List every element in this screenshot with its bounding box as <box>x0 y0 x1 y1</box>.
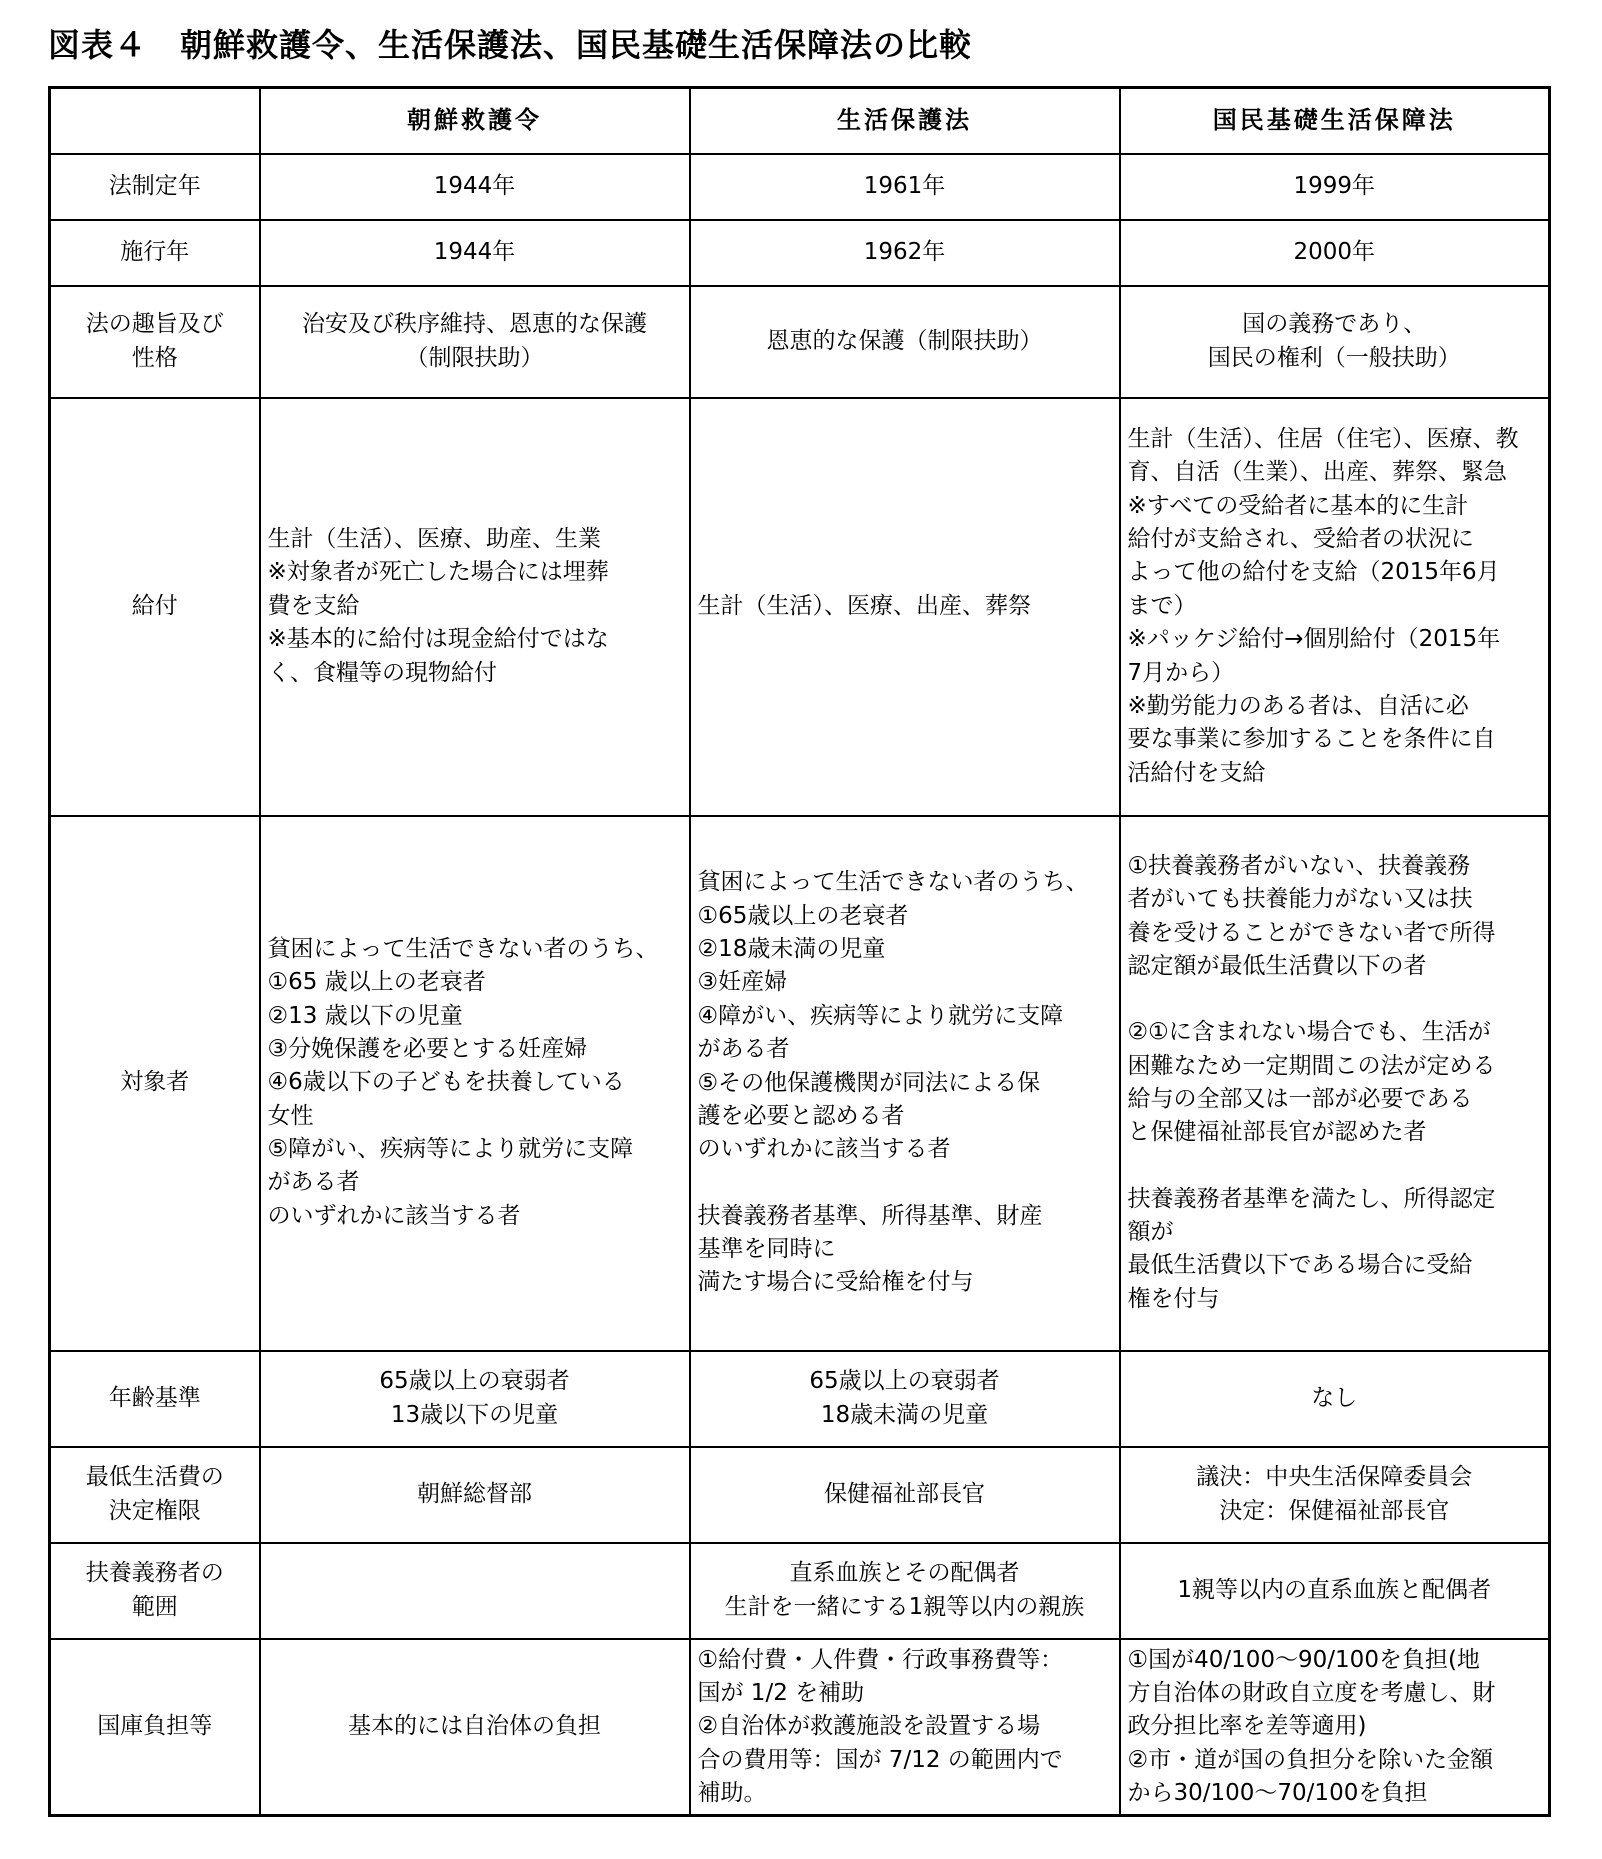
cell-text-line: ②13 歳以下の児童 <box>267 1002 463 1029</box>
row-label <box>50 154 260 220</box>
cell-text-line: 生計（生活）、医療、助産、生業 <box>267 526 601 553</box>
cell-text-line: 法制定年 <box>108 172 201 199</box>
comparison-table <box>48 86 1551 1817</box>
cell-text-line: 国庫負担等 <box>97 1713 213 1740</box>
cell-text-line: ※パッケジ給付→個別給付（2015年 <box>1127 626 1501 653</box>
cell-text-line: 給与の全部又は一部が必要である <box>1127 1086 1473 1112</box>
cell <box>260 398 690 816</box>
cell-text-line: がある者 <box>267 1169 360 1196</box>
row-label <box>50 286 260 398</box>
header-livelihood-protection-act: 生活保護法 <box>690 88 1120 154</box>
cell <box>1120 1351 1550 1447</box>
row-label <box>50 1639 260 1816</box>
cell-text-line: 治安及び秩序維持、恩恵的な保護 <box>302 311 647 338</box>
cell-text-line: 施行年 <box>120 238 190 265</box>
cell-text-line: 扶養義務者の <box>85 1560 224 1587</box>
cell <box>1120 1639 1550 1816</box>
cell-text-line: ②市・道が国の負担分を除いた金額 <box>1127 1746 1494 1773</box>
cell-text-line: ②①に含まれない場合でも、生活が <box>1127 1019 1491 1046</box>
cell-text-line: 7月から） <box>1127 659 1235 686</box>
cell <box>690 1351 1120 1447</box>
cell-text-line: 1961年 <box>863 172 946 199</box>
cell-text-line: ①給付費・人件費・行政事務費等： <box>697 1646 1064 1673</box>
row-enacted <box>50 154 1550 220</box>
cell <box>1120 816 1550 1351</box>
cell-text-line: 1親等以内の直系血族と配偶者 <box>1177 1576 1492 1603</box>
cell <box>1120 398 1550 816</box>
cell <box>690 154 1120 220</box>
cell-block <box>1128 1016 1542 1149</box>
cell <box>690 816 1120 1351</box>
cell-text-line: 養を受けることができない者で所得 <box>1127 919 1496 946</box>
row-target <box>50 816 1550 1351</box>
cell <box>1120 220 1550 286</box>
cell-text-line: 貧困によって生活できない者のうち、 <box>267 935 659 962</box>
cell-text-line: 要な事業に参加することを条件に自 <box>1127 726 1496 753</box>
cell <box>1120 1543 1550 1639</box>
cell-text-line: 国の義務であり、 <box>1242 311 1427 338</box>
row-benefits <box>50 398 1550 816</box>
cell-text-line: ③妊産婦 <box>697 969 788 996</box>
row-label <box>50 220 260 286</box>
header-chosen-relief-order: 朝鮮救護令 <box>260 88 690 154</box>
cell-text-line: 1944年 <box>433 172 516 199</box>
row-support-obligation <box>50 1543 1550 1639</box>
cell-text-line: 生計（生活）、住居（住宅）、医療、教 <box>1127 426 1519 453</box>
cell-text-line: く、食糧等の現物給付 <box>267 659 498 686</box>
cell-text-line: 扶養義務者基準を満たし、所得認定 <box>1127 1185 1496 1212</box>
row-minimum-cost <box>50 1447 1550 1543</box>
cell-text-line: ※対象者が死亡した場合には埋葬 <box>267 559 609 586</box>
cell-text-line: 性格 <box>131 344 178 371</box>
cell-text-line: のいずれかに該当する者 <box>267 1202 521 1229</box>
cell-text-line: 費を支給 <box>267 592 360 619</box>
row-age <box>50 1351 1550 1447</box>
cell <box>1120 286 1550 398</box>
cell <box>260 1447 690 1543</box>
cell <box>260 1351 690 1447</box>
cell-text-line: 国が 1/2 を補助 <box>697 1679 865 1706</box>
cell <box>690 286 1120 398</box>
cell-text-line: 満たす場合に受給権を付与 <box>697 1269 974 1296</box>
cell <box>690 1543 1120 1639</box>
cell-text-line: ①65歳以上の老衰者 <box>697 902 909 929</box>
cell-text-line: ①国が40/100～90/100を負担(地 <box>1127 1646 1480 1673</box>
cell-block <box>1128 1183 1542 1316</box>
cell-text-line: 65歳以上の衰弱者 <box>809 1368 1000 1395</box>
figure-title: 図表４ 朝鮮救護令、生活保護法、国民基礎生活保障法の比較 <box>48 26 973 64</box>
cell-text-line: 朝鮮総督部 <box>417 1480 532 1507</box>
cell-text-line: 法の趣旨及び <box>85 311 224 338</box>
cell-text-line: 扶養義務者基準、所得基準、財産 <box>697 1202 1043 1229</box>
cell-text-line: なし <box>1311 1384 1358 1411</box>
cell-text-line: ①65 歳以上の老衰者 <box>267 969 486 996</box>
row-purpose <box>50 286 1550 398</box>
cell-text-line: ⑤その他保護機関が同法による保 <box>697 1069 1041 1096</box>
cell-text-line: ②自治体が救護施設を設置する場 <box>697 1713 1041 1740</box>
cell-text-line: 1944年 <box>433 238 516 265</box>
cell-text-line: と保健福祉部長官が認めた者 <box>1127 1119 1427 1146</box>
cell-text-line: 対象者 <box>120 1069 190 1096</box>
cell-text-line: 認定額が最低生活費以下の者 <box>1127 952 1427 979</box>
cell-text-line: 政分担比率を差等適用) <box>1127 1713 1367 1740</box>
cell-text-line: 保健福祉部長官 <box>824 1480 985 1507</box>
cell-text-line: がある者 <box>697 1036 790 1063</box>
cell <box>260 1543 690 1639</box>
row-label <box>50 1351 260 1447</box>
cell <box>260 1639 690 1816</box>
row-enforced <box>50 220 1550 286</box>
cell-text-line: ⑤障がい、疾病等により就労に支障 <box>267 1136 634 1163</box>
cell-text-line: ※基本的に給付は現金給付ではな <box>267 626 609 653</box>
cell-text-line: 65歳以上の衰弱者 <box>379 1368 570 1395</box>
row-label <box>50 816 260 1351</box>
cell-text-line: よって他の給付を支給（2015年6月 <box>1127 559 1500 586</box>
cell-text-line: 方自治体の財政自立度を考慮し、財 <box>1127 1679 1496 1706</box>
cell-text-line: 18歳未満の児童 <box>820 1401 989 1428</box>
cell-text-line: 国民の権利（一般扶助） <box>1207 344 1461 371</box>
cell <box>690 398 1120 816</box>
cell-text-line: 権を付与 <box>1127 1285 1220 1312</box>
cell-text-line: 最低生活費の <box>85 1464 224 1491</box>
cell-text-line: 基本的には自治体の負担 <box>348 1713 601 1740</box>
cell-text-line: （制限扶助） <box>405 344 544 371</box>
cell-text-line: ②18歳未満の児童 <box>697 936 886 963</box>
cell-text-line: まで） <box>1127 592 1197 619</box>
cell-text-line: 合の費用等：国が 7/12 の範囲内で <box>697 1746 1063 1773</box>
cell-text-line: 生計を一緒にする1親等以内の親族 <box>724 1593 1085 1620</box>
cell-text-line: 1999年 <box>1293 172 1376 199</box>
cell-text-line: ④障がい、疾病等により就労に支障 <box>697 1002 1064 1029</box>
cell-text-line: 範囲 <box>131 1593 178 1620</box>
cell <box>260 220 690 286</box>
cell-text-line: ※勤労能力のある者は、自活に必 <box>1127 692 1469 719</box>
row-label <box>50 1543 260 1639</box>
cell-text-line: 基準を同時に <box>697 1235 836 1262</box>
cell-text-line: 恩恵的な保護（制限扶助） <box>766 327 1043 354</box>
cell-text-line: 貧困によって生活できない者のうち、 <box>697 869 1089 896</box>
cell-block <box>698 1200 1112 1300</box>
cell-text-line: 1962年 <box>863 238 946 265</box>
header-national-basic-livelihood-act: 国民基礎生活保障法 <box>1120 88 1550 154</box>
cell-text-line: 決定：保健福祉部長官 <box>1219 1497 1450 1524</box>
cell-text-line: 最低生活費以下である場合に受給 <box>1127 1252 1473 1279</box>
header-empty-cell <box>50 88 260 154</box>
cell-text-line: 直系血族とその配偶者 <box>789 1560 1020 1587</box>
cell <box>260 154 690 220</box>
cell <box>260 816 690 1351</box>
cell <box>1120 154 1550 220</box>
cell-block <box>698 866 1112 1166</box>
cell-text-line: 女性 <box>267 1102 314 1129</box>
cell <box>690 1639 1120 1816</box>
cell <box>690 220 1120 286</box>
header-row <box>50 88 1550 154</box>
cell-text-line: 生計（生活）、医療、出産、葬祭 <box>697 592 1031 619</box>
row-label <box>50 1447 260 1543</box>
cell-text-line: 決定権限 <box>108 1497 201 1524</box>
cell-text-line: 2000年 <box>1293 238 1376 265</box>
row-treasury <box>50 1639 1550 1816</box>
row-label <box>50 398 260 816</box>
cell-text-line: 補助。 <box>697 1779 767 1806</box>
cell-text-line: 護を必要と認める者 <box>697 1102 905 1129</box>
cell-block <box>1128 850 1542 983</box>
cell-text-line: 困難なため一定期間この法が定める <box>1127 1052 1496 1079</box>
cell <box>1120 1447 1550 1543</box>
cell-text-line: 給付が支給され、受給者の状況に <box>1127 526 1474 553</box>
cell-text-line: 育、自活（生業）、出産、葬祭、緊急 <box>1127 459 1507 486</box>
cell-text-line: 給付 <box>131 592 178 619</box>
cell-text-line: 活給付を支給 <box>1127 759 1266 786</box>
cell-text-line: ①扶養義務者がいない、扶養義務 <box>1127 852 1471 879</box>
cell-text-line: ※すべての受給者に基本的に生計 <box>1127 492 1469 519</box>
cell-text-line: 者がいても扶養能力がない又は扶 <box>1127 886 1473 913</box>
cell <box>260 286 690 398</box>
cell-text-line: 額が <box>1127 1219 1174 1246</box>
cell-text-line: から30/100～70/100を負担 <box>1127 1779 1428 1806</box>
cell-text-line: ④6歳以下の子どもを扶養している <box>267 1069 625 1096</box>
cell-text-line: 13歳以下の児童 <box>390 1401 559 1428</box>
cell-text-line: 年齢基準 <box>108 1384 201 1411</box>
cell-text-line: ③分娩保護を必要とする妊産婦 <box>267 1035 588 1062</box>
cell-text-line: のいずれかに該当する者 <box>697 1136 951 1163</box>
cell <box>690 1447 1120 1543</box>
cell-text-line: 議決：中央生活保障委員会 <box>1196 1464 1473 1491</box>
